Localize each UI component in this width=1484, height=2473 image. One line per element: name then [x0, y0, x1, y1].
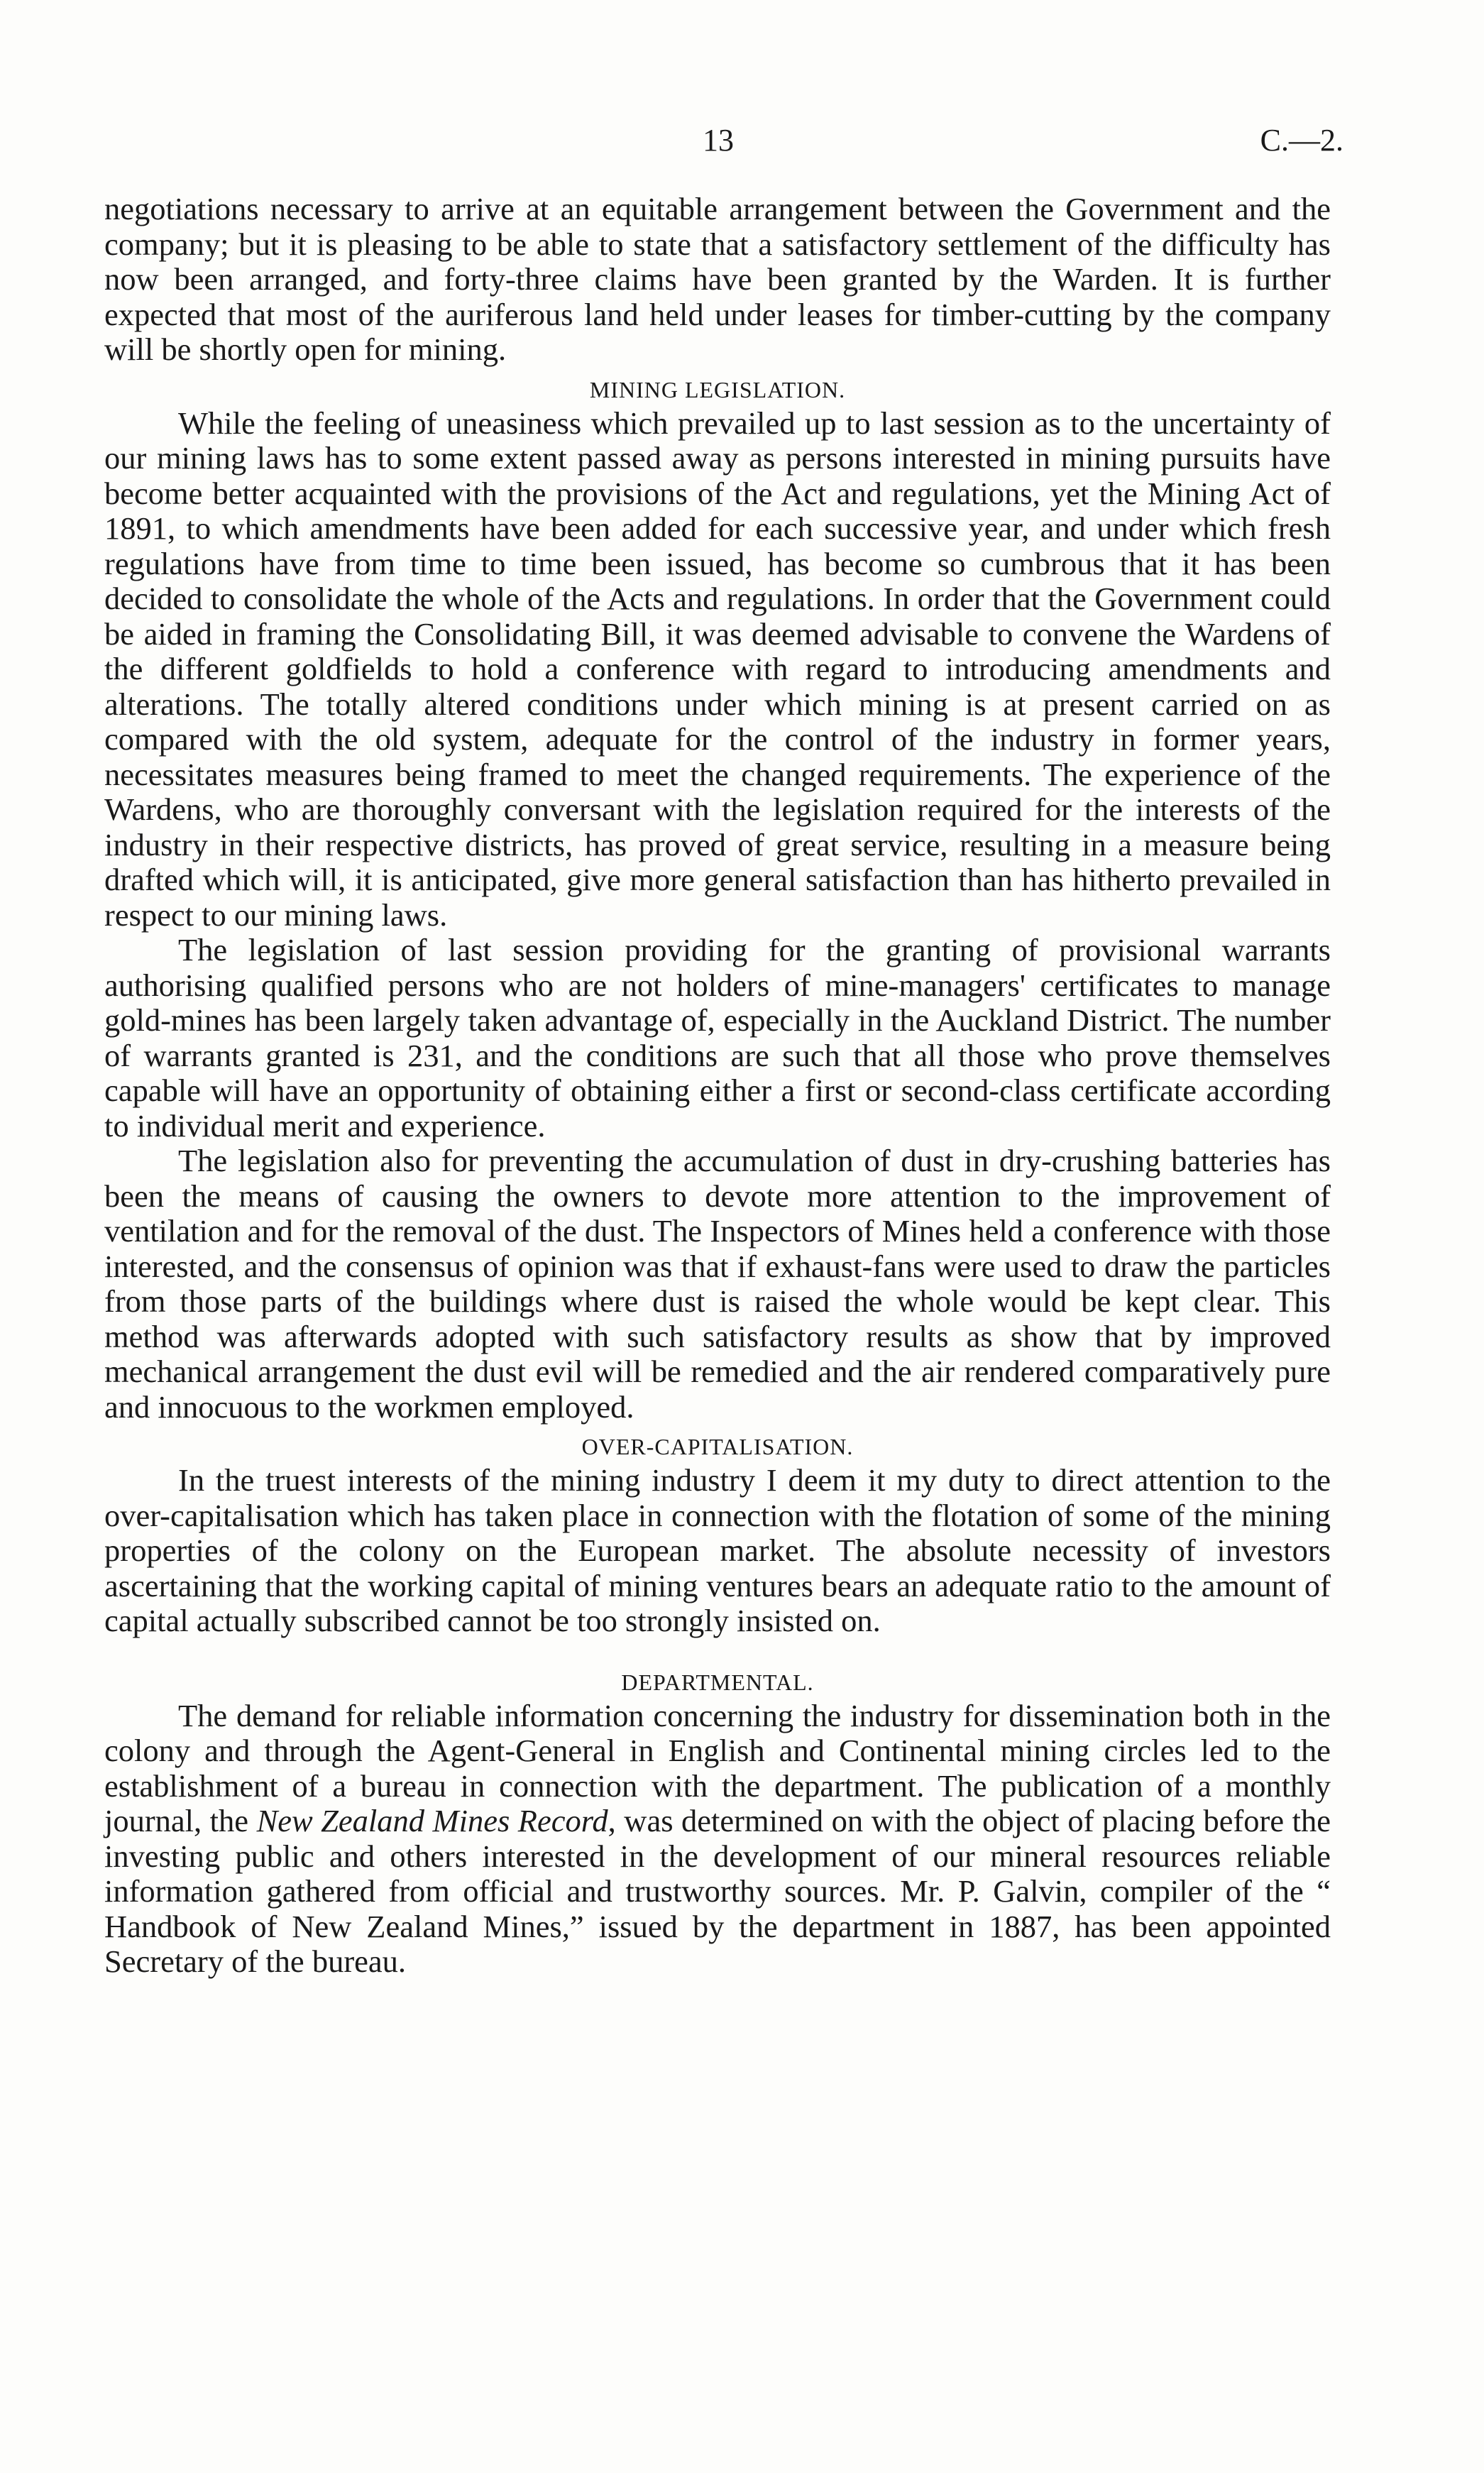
paragraph-dust-prevention: The legislation also for preventing the accumulation of dust in dry-crushing batteries has been the means of causing the owners to devote more attention to the improvement of ventilation and for the removal of the dust. The Inspectors of Mines held a conference with those interested, and the consensus of opinion was that if exhaust-fans were used to draw the particles from those parts of the buildings where dust is raised the whole would be kept clear. This method was afterwards adopted with such satisfactory results as show that by improved mechanical arrangement the dust evil will be remedied and the air rendered comparatively pure and innocuous to the workmen employed. — [104, 1143, 1331, 1425]
page-number: 13 — [703, 123, 734, 158]
body-text — [104, 192, 1331, 1980]
paragraph-continuation: negotiations necessary to arrive at an equitable arrangement between the Government and the company; but it is pleasing to be able to state that a satisfactory settlement of the difficulty has now been arranged, and forty-three claims have been granted by the Warden. It is further expected that most of the auriferous land held under leases for timber-cutting by the company will be shortly open for mining. — [104, 191, 1331, 367]
paragraph-over-capitalisation: In the truest interests of the mining industry I deem it my duty to direct attention to the over-capitalisation which has taken place in connection with the flotation of some of the mining properties of the colony on the European market. The absolute necessity of investors ascertaining that the working capital of mining ventures bears an adequate ratio to the amount of capital actually subscribed cannot be too strongly insisted on. — [104, 1462, 1331, 1638]
departmental-text-start: The demand for reliable information concerning the industry for dissemination both in the colony and through the Agent-General in English and Continental mining circles led to the establishment of a bureau in connection with the department. The publication of a monthly journal, the — [104, 1697, 1331, 1838]
document-code: C.—2. — [1260, 123, 1343, 158]
paragraph-departmental — [104, 1699, 1331, 1980]
paragraph-provisional-warrants: The legislation of last session providing for the granting of provisional warrants authorising qualified persons who are not holders of mine-managers' certificates to manage gold-mines has been largely taken advantage of, especially in the Auckland District. The number of warrants granted is 231, and the conditions are such that all those who prove themselves capable will have an opportunity of obtaining either a first or second-class certificate according to individual merit and experience. — [104, 932, 1331, 1144]
paragraph-mining-laws: While the feeling of uneasiness which prevailed up to last session as to the uncertainty of our mining laws has to some extent passed away as persons interested in mining pursuits have become better acquainted with the provisions of the Act and regulations, yet the Mining Act of 1891, to which amendments have been added for each successive year, and under which fresh regulations have from time to time been issued, has become so cumbrous that it has been decided to consolidate the whole of the Acts and regulations. In order that the Government could be aided in framing the Consolidating Bill, it was deemed advisable to convene the Wardens of the different goldfields to hold a conference with regard to introducing amendments and alterations. The totally altered conditions under which mining is at present carried on as compared with the old system, adequate for the control of the industry in former years, necessitates measures being framed to meet the changed requirements. The experience of the Wardens, who are thoroughly conversant with the legislation required for the interests of the industry in their respective districts, has proved of great service, resulting in a measure being drafted which will, it is anticipated, give more general satisfaction than has hitherto prevailed in respect to our mining laws. — [104, 405, 1331, 933]
heading-over-capitalisation: OVER-CAPITALISATION. — [581, 1434, 854, 1459]
heading-departmental: DEPARTMENTAL. — [621, 1669, 814, 1695]
departmental-text-end: , was determined on with the object of placing before the investing public and others interested in the development of our mineral resources reliable information gathered from official and trustworthy sources. Mr. P. Galvin, compiler of the “ Handbook of New Zealand Mines,” issued by the department in 1887, has been appointed Secretary of the bureau. — [104, 1803, 1331, 1979]
page-header — [0, 122, 1484, 165]
journal-title: New Zealand Mines Record — [256, 1803, 608, 1838]
heading-mining-legislation: MINING LEGISLATION. — [589, 376, 846, 402]
